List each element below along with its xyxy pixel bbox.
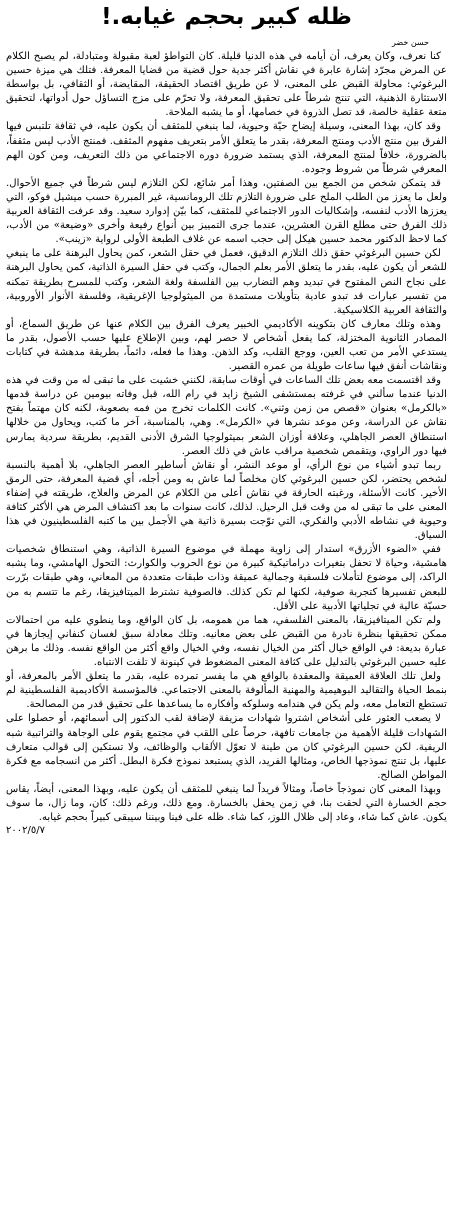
paragraph: وقد كان، بهذا المعنى، وسيلة إيضاح حيّة وحيوية، لما ينبغي للمثقف أن يكون عليه، في ثقافة تلتبس فيها الفرق بين منتج الأدب ومنتج المعرفة، بقدر ما يتعلق الأمر بتعريف مفهوم المثقف. فمنتج الأدب ليس مثقفاً، بالضرورة، خلافاً لمنتج المعرفة، الذي يستمد ضرورة دوره الاجتماعي من ذلك التعريف، ومن كون الهم المعرفي شرطاً من شروط وجوده. [6,121,447,175]
paragraph: ربما تبدو أشياء من نوع الرأي، أو موعد النشر، أو نقاش أساطير العصر الجاهلي، بلا أهمية بالنسبة لشخص يحتضر، لكن حسين البرغوثي كان مخلصاً لما عاش به ومن أجله، أي قضية المعرفة، حتى الرمق الأخير. كانت الأسئلة، ورغبته الحارقة في نقاش أعلى من الكلام عن المرض والعلاج، طريقته في إضفاء المعنى على ما تبقى له من وقت قبل الرحيل. لذلك، كانت سنوات ما بعد اكتشاف المرض هي الأكثر كثافة وحيوية في نشاطه الأدبي والفكري، التي توّجت بسيرة ذاتية هي الأجمل بين ما كتبه الفلسطينيون في هذا السياق. [6,459,447,542]
paragraph: وهذه وتلك معارف كان بتكوينه الأكاديمي الخبير يعرف الفرق بين الكلام عنها عن طريق السماع، أو المصادر الثانوية المختزلة، كما يفعل أشخاص لا حصر لهم، وبين الإطلاع عليها حسب الأصول، بقدر ما يستدعي الأمر من تعب العين، ووجع القلب، وكد الذهن. وهذا ما فعله، دائماً، بطريقة مدهشة في كتابات ونقاشات أنفق فيها ساعات طويلة من عمره القصير. [6,318,447,373]
paragraph: لكن حسين البرغوثي حقق ذلك التلازم الدقيق، فعمل في حقل الشعر، كمن يحاول البرهنة على ما ينبغي للشعر أن يكون عليه، بقدر ما يتعلق الأمر بعلم الجمال، وكتب في حقل السيرة الذاتية، كمن يحاول البرهنة على نجاح النص المفتوح في تبديد وهم التضارب بين الفلسفة ولغة الشعر، وكتب للمسرح بطريقة تمكنه من تفسير عبارات قد تبدو عادية بتأويلات مستمدة من الميثولوجيا الإغريقية، وفلسفة الأنوار الأوروبية، والثقافة العربية الكلاسيكية. [6,248,447,316]
paragraph: وقد اقتسمت معه بعض تلك الساعات في أوقات سابقة، لكنني خشيت على ما تبقى له من وقت في هذه الدنيا عندما سألني في غرفته بمستشفى الشيخ زايد في رام الله، قبل وفاته بيومين عن دراسة قدمها «بالكرمل» بعنوان «قصص من زمن وثني». كانت الكلمات تخرج من فمه بصعوبة، لكنه كان مهتماً بفتح نقاش عن الدراسة، وعن موعد نشرها في «الكرمل». وهي، بالمناسبة، آخر ما كتب، ويحاول من خلالها استنطاق العصر الجاهلي، وعلاقة أوزان الشعر بميثولوجيا الشرق الأدنى القديم، بطريقة سردية يمارس فيها دور الراوي، ويتقمص شخصية مراقب عاش في ذلك العصر. [6,375,447,457]
paragraph: ولم تكن الميتافيزيقا، بالمعنى الفلسفي، هما من همومه، بل كان الواقع، وما ينطوي عليه من احتمالات ممكن تحقيقها بنظرة نادرة من القبض على بعض معانيه. وتلك معادلة سبق لغسان كنفاني إيجازها في عبارة بديعة: في الواقع خيال أكثر من الخيال نفسه، وفي الخيال واقع أكثر من الواقع نفسه. وذلك ما برهن عليه حسين البرغوثي بالتدليل على كثافة المعنى المضغوط في كينونة لا تلفت الانتباه. [6,614,447,669]
paragraph: لا يصعب العثور على أشخاص اشتروا شهادات مزيفة لإضافة لقب الدكتور إلى أسمائهم، أو حصلوا على الشهادات قليلة الأهمية من جامعات تافهة، حرصاً على اللقب في مجتمع يقوم على الوجاهة والتراتبية شبه الريفية. لكن حسين البرغوثي كان من طينة لا تعوّل الألقاب والوظائف، ولا تستكين إلى قوالب متعارف عليها، بل تنتج نموذجها الخاص، ومثالها الفريد، الذي يستبعد نموذج فكرة البطل. أكثر من انسجامه مع فكرة المواطن الصالح. [6,713,447,781]
author-name: حسن خضر [391,38,429,47]
paragraph: ولعل تلك العلاقة العميقة والمعقدة بالواقع هي ما يفسر تمرده عليه، بقدر ما يتعلق الأمر بالمعرفة، أو بنمط الحياة والتقاليد البوهيمية والمهنية المألوفة بالمعنى الاجتماعي. فالمؤسسة الأكاديمية الفلسطينية لم تستطع التعامل معه، ولم يكن في هندامه وسلوكه وأفكاره ما يساعدها على تحقيق قدر من المصالحة. [6,671,447,711]
paragraph: كنا نعرف، وكان يعرف، أن أيامه في هذه الدنيا قليلة. كان التواطؤ لعبة مقبولة ومتبادلة، لم يصبح الكلام عن المرض مجرّد إشارة عابرة في نقاش أكثر جدية حول قضية من قضايا المعرفة. فتلك هي ميزة حسين البرغوثي: محاولة القبض على المعنى، لا عن طريق اقتصاد الحقيقة، المقايضة، أو الثقافي، بل بواسطة الاستثارة الذهنية، التي تنتج شرطاً على تحقيق المعرفة، ولا تحرّم على مزج التساؤل حول أدواتها، لتحقيق متعة عقلية خالصة، قد تصل الذروة في خصامها، أو ما يشبه الملاحة. [6,51,447,119]
article-date: ٢٠٠٢/٥/٧ [6,825,45,837]
paragraph: ففي «الضوء الأزرق» استدار إلى زاوية مهملة في موضوع السيرة الذاتية، وهي استنطاق شخصيات هامشية، وحياة لا تحفل بتغيرات دراماتيكية كبيرة من نوع الحروب والكوارث: التحول الهامشي، وما يشبه الراكد، إلى موضوع لتأملات فلسفية وجمالية عميقة وذات طبقات متعددة من المعاني، وهي طبقات برّرت للبعض تفسيرها كتجربة صوفية، لكنها لم تكن كذلك. فالصوفية تشترط الميتافيزيقا، رغم ما تتسم به من حسيّة عالية في تجلياتها الأدبية على الأقل. [6,544,447,612]
article-body [6,50,447,825]
paragraph: وبهذا المعنى كان نموذجاً خاصاً، ومثالاً فريداً لما ينبغي للمثقف أن يكون عليه، وبهذا المعنى، أيضاً، يقاس حجم الخسارة التي لحقت بنا، في زمن يحفل بالخسارة. ومع ذلك، ورغم ذلك: كان، وما زال، ما سوف يكون. عاش كما شاء، وعاد إلى ظلال اللوز، كما شاء. ظله على فينا وبيننا سيبقى كبيراً بحجم غيابه. [6,783,447,824]
article-title: ظله كبير بحجم غيابه.! [101,4,352,30]
paragraph: قد يتمكن شخص من الجمع بين الصفتين، وهذا أمر شائع، لكن التلازم ليس شرطاً في جميع الأحوال. ولعل ما يعزز من الطلب الملح على ضرورة التلازم تلك الرومانسية، غير المبررة حسب ميشيل فوكو، التي يعززها الأدب لنفسه، وإشكاليات الدور الاجتماعي للمثقف، كما بيّن إدوارد سعيد. وقد عرفت الثقافة العربية ذلك الفرق حتى مطلع القرن العشرين، عندما جرى التمييز بين أنواع رفيعة وأخرى «وضيعة» من الأدب، كما لاحظ الدكتور محمد حسين هيكل إلى حجب اسمه عن غلاف الطبعة الأولى لرواية «زينب». [6,177,447,246]
